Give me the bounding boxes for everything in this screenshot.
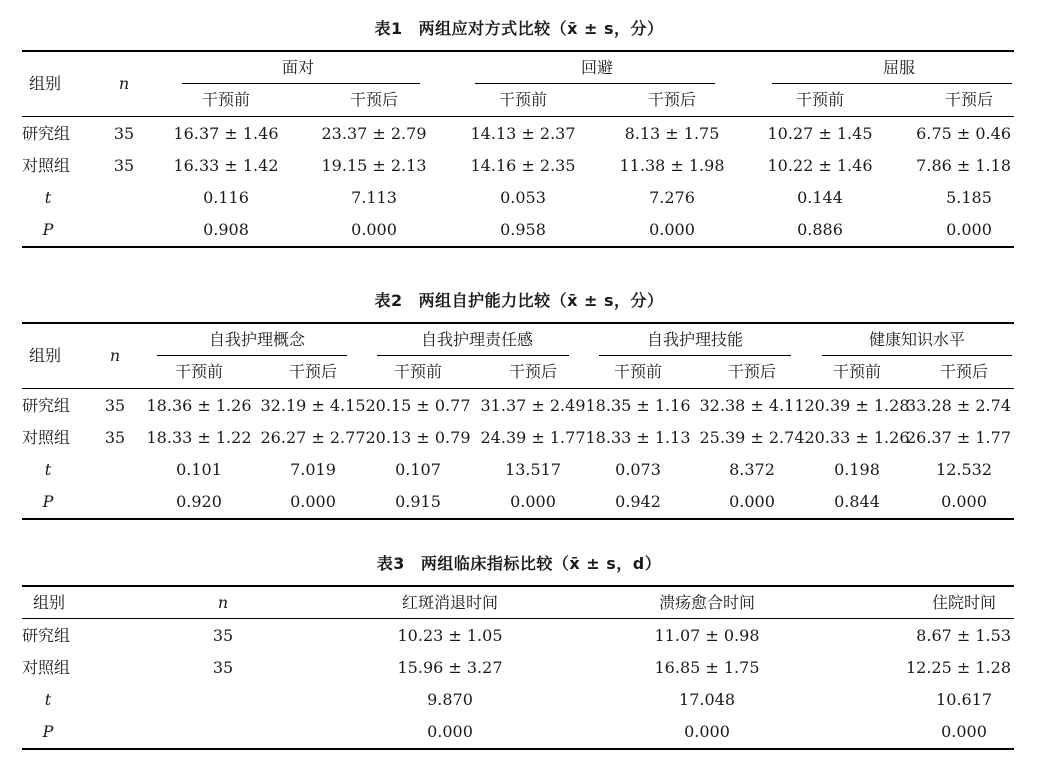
table1-sub-header: 干预后 (349, 90, 399, 109)
table2-cell: 20.13 ± 0.79 (365, 428, 471, 447)
table2-sub-header: 干预后 (288, 362, 338, 381)
table3-title: 两组临床指标比较（x̄ ± s，d） (420, 554, 662, 573)
table2-bottom-rule (22, 518, 1014, 520)
table2-cell: 0.844 (834, 492, 880, 511)
table1-cell: 5.185 (946, 188, 992, 207)
table1-cell: 14.16 ± 2.35 (470, 156, 576, 175)
table2-cell: 7.019 (290, 460, 336, 479)
table1-sub-header: 干预前 (201, 90, 251, 109)
table2-cell: 26.37 ± 1.77 (905, 428, 1011, 447)
table2-cell: 0.107 (395, 460, 441, 479)
table2-group-header: 自我护理概念 (208, 330, 306, 349)
table3-col-header: 溃疡愈合时间 (658, 593, 756, 612)
table2-cell: 0.915 (395, 492, 441, 511)
table2-cell: 18.33 ± 1.13 (585, 428, 691, 447)
table1-cell: 19.15 ± 2.13 (321, 156, 427, 175)
table1-cell: 23.37 ± 2.79 (321, 124, 427, 143)
table1-cell: 0.958 (500, 220, 546, 239)
table2-group-rule (822, 355, 1012, 356)
table1-label: 表1 (374, 19, 403, 38)
table1-group-rule (772, 83, 1012, 84)
table2-group-rule (157, 355, 347, 356)
table1-cell: 0.908 (203, 220, 249, 239)
table1-cell: 0.000 (649, 220, 695, 239)
table3-row-label: 对照组 (22, 658, 71, 677)
table2-cell: 0.101 (176, 460, 222, 479)
table1-row-label: 对照组 (22, 156, 71, 175)
table2-group-header: 自我护理技能 (646, 330, 744, 349)
table2-cell: 18.36 ± 1.26 (146, 396, 252, 415)
table1-sub-header: 干预后 (944, 90, 994, 109)
table2-sub-header: 干预前 (174, 362, 224, 381)
table2-cell: 0.000 (941, 492, 987, 511)
table3-row-label: 研究组 (22, 626, 71, 645)
table1-caption (0, 16, 1038, 39)
table3-cell: 0.000 (941, 722, 987, 741)
table3-cell: 17.048 (679, 690, 735, 709)
table2-stub-header: 组别 (28, 346, 62, 365)
table1-cell: 0.053 (500, 188, 546, 207)
table1-title: 两组应对方式比较（x̄ ± s，分） (418, 19, 664, 38)
table2-sub-header: 干预后 (508, 362, 558, 381)
table2-row-label: t (44, 460, 52, 479)
table1-stub-header: 组别 (28, 74, 62, 93)
table1-group-header: 面对 (281, 58, 315, 77)
table2-cell: 20.33 ± 1.26 (804, 428, 910, 447)
table1-cell: 7.86 ± 1.18 (916, 156, 1011, 175)
table3-n-cell: 35 (212, 658, 234, 677)
table3-cell: 0.000 (427, 722, 473, 741)
table2-cell: 31.37 ± 2.49 (480, 396, 586, 415)
table2-sub-header: 干预后 (727, 362, 777, 381)
table1-sub-header: 干预前 (498, 90, 548, 109)
table2-cell: 0.198 (834, 460, 880, 479)
table3-cell: 9.870 (427, 690, 473, 709)
table2-cell: 33.28 ± 2.74 (905, 396, 1011, 415)
table1-cell: 16.37 ± 1.46 (173, 124, 279, 143)
table2-cell: 13.517 (505, 460, 561, 479)
table2-cell: 0.073 (615, 460, 661, 479)
table3-cell: 10.617 (936, 690, 992, 709)
table2-cell: 0.920 (176, 492, 222, 511)
table1-cell: 6.75 ± 0.46 (916, 124, 1011, 143)
table2-cell: 0.000 (510, 492, 556, 511)
table3-row-label: t (44, 690, 52, 709)
table1-row-label: 研究组 (22, 124, 71, 143)
table3-col-header: 住院时间 (931, 593, 997, 612)
table1-cell: 0.116 (203, 188, 249, 207)
table2-sub-header: 干预前 (613, 362, 663, 381)
table1-sub-header: 干预后 (647, 90, 697, 109)
table1-top-rule (22, 50, 1014, 52)
table2-group-rule (377, 355, 569, 356)
table3-row-label: P (42, 722, 54, 741)
table3-cell: 11.07 ± 0.98 (654, 626, 760, 645)
table3-cell: 0.000 (684, 722, 730, 741)
table1-cell: 14.13 ± 2.37 (470, 124, 576, 143)
table1-bottom-rule (22, 246, 1014, 248)
table2-group-rule (599, 355, 791, 356)
table2-cell: 32.19 ± 4.15 (260, 396, 366, 415)
table2-cell: 24.39 ± 1.77 (480, 428, 586, 447)
table1-row-label: P (42, 220, 54, 239)
table3-cell: 8.67 ± 1.53 (916, 626, 1011, 645)
table3-n-cell: 35 (212, 626, 234, 645)
table2-n-cell: 35 (104, 396, 126, 415)
table3-top-rule (22, 585, 1014, 587)
table1-cell: 8.13 ± 1.75 (624, 124, 720, 143)
table1-header-rule (22, 116, 1014, 117)
table1-cell: 7.276 (649, 188, 695, 207)
table1-group-header: 回避 (580, 58, 614, 77)
table1-cell: 11.38 ± 1.98 (619, 156, 725, 175)
table2-sub-header: 干预前 (832, 362, 882, 381)
table1-cell: 7.113 (351, 188, 397, 207)
table1-group-rule (475, 83, 715, 84)
table2-cell: 20.39 ± 1.28 (804, 396, 910, 415)
table2-sub-header: 干预前 (393, 362, 443, 381)
table2-n-header: n (109, 346, 121, 365)
table2-row-label: P (42, 492, 54, 511)
table2-cell: 0.942 (615, 492, 661, 511)
table2-cell: 26.27 ± 2.77 (260, 428, 366, 447)
table3-cell: 15.96 ± 3.27 (397, 658, 503, 677)
table1-cell: 10.22 ± 1.46 (767, 156, 873, 175)
table1-cell: 0.000 (946, 220, 992, 239)
table1-sub-header: 干预前 (795, 90, 845, 109)
table3-n-header: n (217, 593, 229, 612)
table2-cell: 18.33 ± 1.22 (146, 428, 252, 447)
table1-cell: 10.27 ± 1.45 (767, 124, 873, 143)
table2-n-cell: 35 (104, 428, 126, 447)
table2-sub-header: 干预后 (939, 362, 989, 381)
table1-n-header: n (118, 74, 130, 93)
table2-row-label: 研究组 (22, 396, 71, 415)
table2-caption (0, 288, 1038, 311)
table3-label: 表3 (376, 554, 405, 573)
table2-group-header: 健康知识水平 (868, 330, 966, 349)
table3-caption (0, 551, 1038, 574)
table2-cell: 18.35 ± 1.16 (585, 396, 691, 415)
table2-cell: 20.15 ± 0.77 (365, 396, 471, 415)
table3-cell: 16.85 ± 1.75 (654, 658, 760, 677)
table2-row-label: 对照组 (22, 428, 71, 447)
table2-top-rule (22, 322, 1014, 324)
table2-label: 表2 (374, 291, 403, 310)
table2-cell: 0.000 (290, 492, 336, 511)
table1-row-label: t (44, 188, 52, 207)
table1-n-cell: 35 (113, 156, 135, 175)
table2-cell: 0.000 (729, 492, 775, 511)
table1-cell: 16.33 ± 1.42 (173, 156, 279, 175)
table2-cell: 12.532 (936, 460, 992, 479)
table3-cell: 12.25 ± 1.28 (905, 658, 1011, 677)
table3-col-header: 红斑消退时间 (401, 593, 499, 612)
table1-group-rule (182, 83, 420, 84)
table1-cell: 0.000 (351, 220, 397, 239)
table1-n-cell: 35 (113, 124, 135, 143)
table1-cell: 0.144 (797, 188, 843, 207)
table3-cell: 10.23 ± 1.05 (397, 626, 503, 645)
table2-cell: 8.372 (729, 460, 775, 479)
table2-title: 两组自护能力比较（x̄ ± s，分） (418, 291, 664, 310)
table1-cell: 0.886 (797, 220, 843, 239)
table2-cell: 25.39 ± 2.74 (699, 428, 805, 447)
table2-cell: 32.38 ± 4.11 (699, 396, 805, 415)
table3-bottom-rule (22, 748, 1014, 750)
table2-group-header: 自我护理责任感 (420, 330, 534, 349)
table3-stub-header: 组别 (32, 593, 66, 612)
table1-group-header: 屈服 (882, 58, 916, 77)
table3-header-rule (22, 618, 1014, 619)
table2-header-rule (22, 388, 1014, 389)
